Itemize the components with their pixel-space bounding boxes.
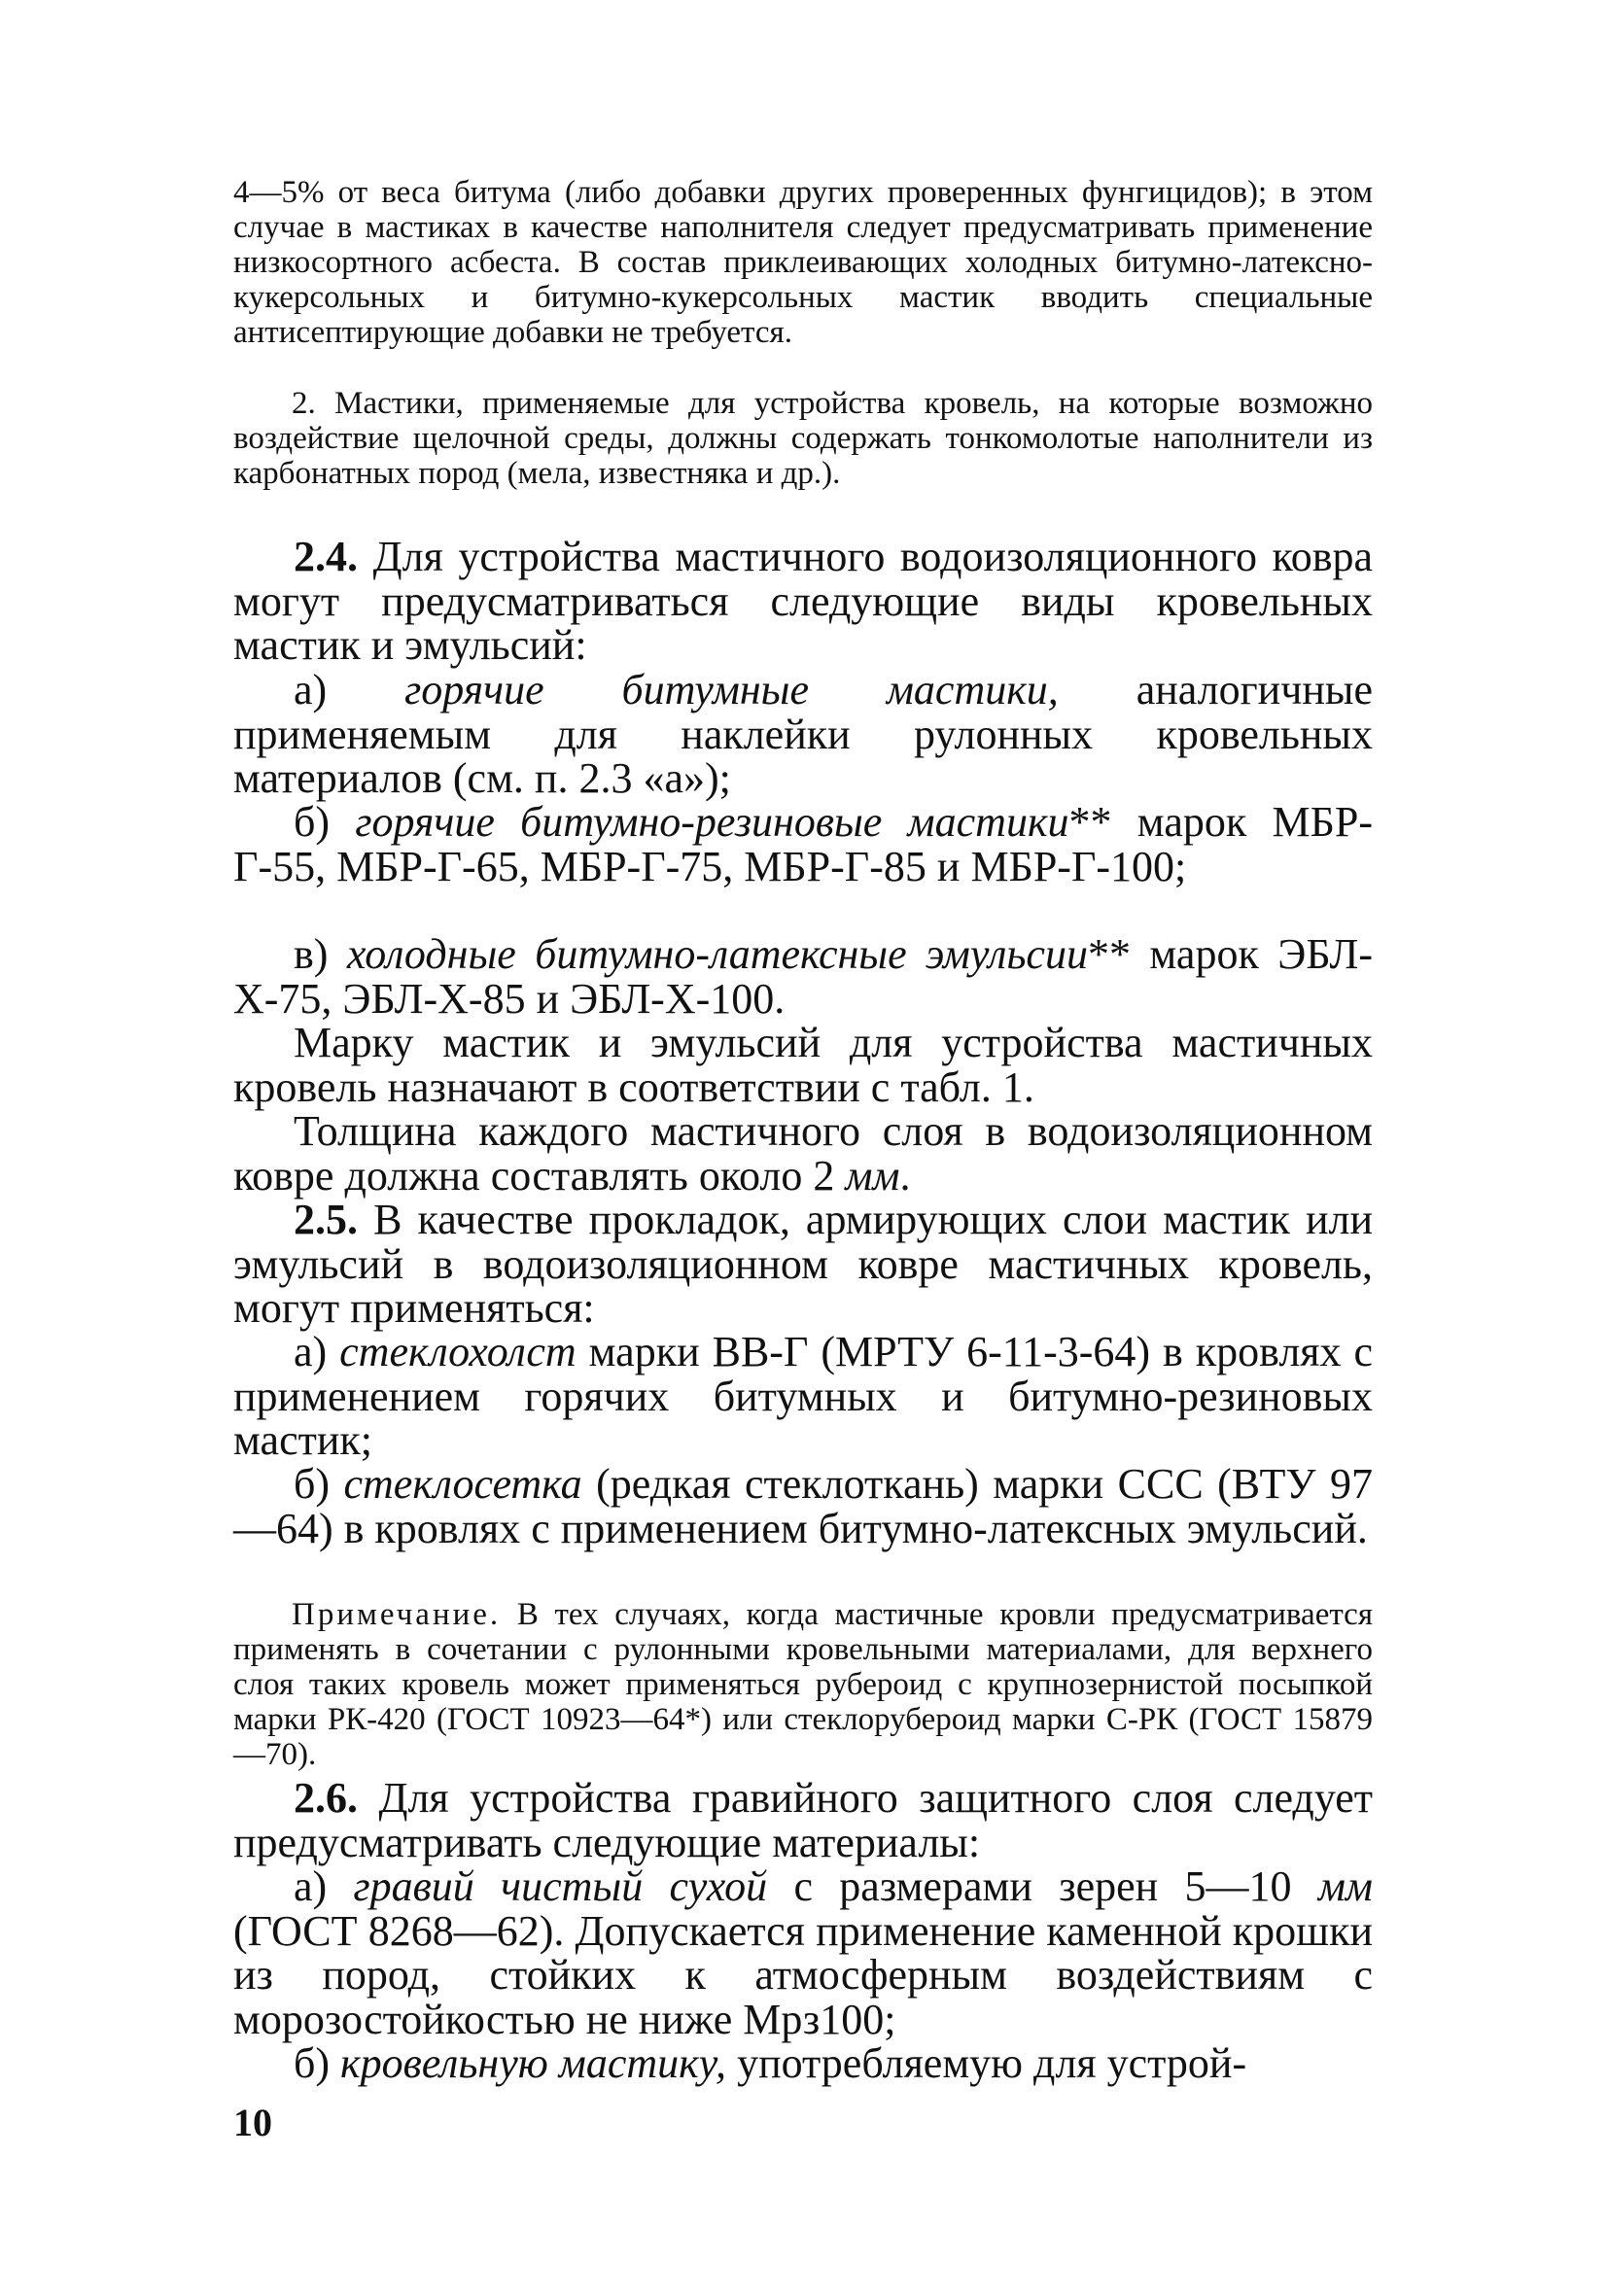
item-marker: б) xyxy=(294,2039,331,2087)
section-2-6: 2.6. Для устройства гравийного защитного слоя следует предусматривать следующие материалы: xyxy=(233,1774,1374,1866)
item-marker: а) xyxy=(294,666,328,713)
item-term: горячие битумно-резиновые мастики xyxy=(355,798,1069,846)
item-2-6-b: б) кровельную мастику, употребляемую для устрой- xyxy=(294,2039,1247,2087)
footnote-mark: ** xyxy=(1087,930,1131,978)
item-2-4-b: б) горячие битумно-резиновые мастики** марок МБР-Г-55, МБР-Г-65, МБР-Г-75, МБР-Г-85 и МБР-Г-100; xyxy=(233,798,1374,890)
note-label: Примечание. xyxy=(292,1597,502,1632)
section-number: 2.6. xyxy=(294,1774,358,1822)
item-term: кровельную мастику, xyxy=(340,2039,727,2087)
item-term: холодные битумно-латексные эмульсии xyxy=(346,930,1088,978)
item-2-4-a: а) горячие битумные мастики, аналогичные применяемым для наклейки рулонных кровельных материалов (см. п. 2.3 «а»); xyxy=(233,666,1373,802)
item-marker: а) xyxy=(294,1328,328,1375)
section-number: 2.5. xyxy=(294,1196,358,1243)
note-block: Примечание. В тех случаях, когда мастичные кровли предусматривается применять в сочетании с рулонными кровельными материалами, для верхнего слоя таких кровель может применяться рубероид с крупнозернистой посыпкой марки РК-420 (ГОСТ 10923—64*) или стеклорубероид марки С-РК (ГОСТ 15879—70). xyxy=(233,1597,1373,1772)
item-term: гравий чистый сухой xyxy=(353,1862,768,1910)
section-2-5: 2.5. В качестве прокладок, армирующих слои мастик или эмульсий в водоизоляционном ковре мастичных кровель, могут применяться: xyxy=(233,1196,1373,1332)
item-term: горячие битумные мастики, xyxy=(404,666,1059,713)
paragraph-thickness: Толщина каждого мастичного слоя в водоизоляционном ковре должна составлять около 2 мм. xyxy=(233,1107,1373,1200)
item-2-4-c: в) холодные битумно-латексные эмульсии** марок ЭБЛ-Х-75, ЭБЛ-Х-85 и ЭБЛ-Х-100. xyxy=(233,930,1373,1023)
item-marker: б) xyxy=(294,798,331,846)
footnote-mark: ** xyxy=(1068,798,1112,846)
paragraph-note-2: 2. Мастики, применяемые для устройства кровель, на которые возможно воздействие щелочной среды, должны содержать тонкомолотые наполнители из карбонатных пород (мела, известняка и др.). xyxy=(233,386,1373,491)
item-term: стеклосетка xyxy=(343,1460,582,1508)
section-2-4: 2.4. Для устройства мастичного водоизоляционного ковра могут предусматриваться следующие виды кровельных мастик и эмульсий: xyxy=(233,533,1373,669)
item-marker: а) xyxy=(294,1862,328,1910)
item-2-5-b: б) стеклосетка (редкая стеклоткань) марки ССС (ВТУ 97—64) в кровлях с применением битумно-латексных эмульсий. xyxy=(233,1460,1374,1552)
item-marker: в) xyxy=(294,930,329,978)
paragraph-marks: Марку мастик и эмульсий для устройства мастичных кровель назначают в соответствии с табл. 1. xyxy=(233,1019,1373,1111)
unit: мм xyxy=(1317,1862,1374,1910)
item-marker: б) xyxy=(294,1460,331,1508)
unit: мм xyxy=(845,1151,900,1200)
item-2-5-a: а) стеклохолст марки ВВ-Г (МРТУ 6-11-3-64) в кровлях с применением горячих битумных и битумно-резиновых мастик; xyxy=(233,1328,1374,1464)
paragraph-fungicides: 4—5% от веса битума (либо добавки других проверенных фунгицидов); в этом случае в мастиках в качестве наполнителя следует предусматривать применение низкосортного асбеста. В состав приклеивающих холодных битумно-латексно-кукерсольных и битумно-кукерсольных мастик вводить специальные антисептирующие добавки не требуется. xyxy=(233,175,1373,350)
page-number: 10 xyxy=(233,2101,272,2144)
item-term: стеклохолст xyxy=(339,1328,577,1375)
item-2-6-a: а) гравий чистый сухой с размерами зерен 5—10 мм (ГОСТ 8268—62). Допускается применение каменной крошки из пород, стойких к атмосферным воздействиям с морозостойкостью не ниже Мрз100; xyxy=(233,1862,1374,2043)
section-number: 2.4. xyxy=(294,533,358,580)
